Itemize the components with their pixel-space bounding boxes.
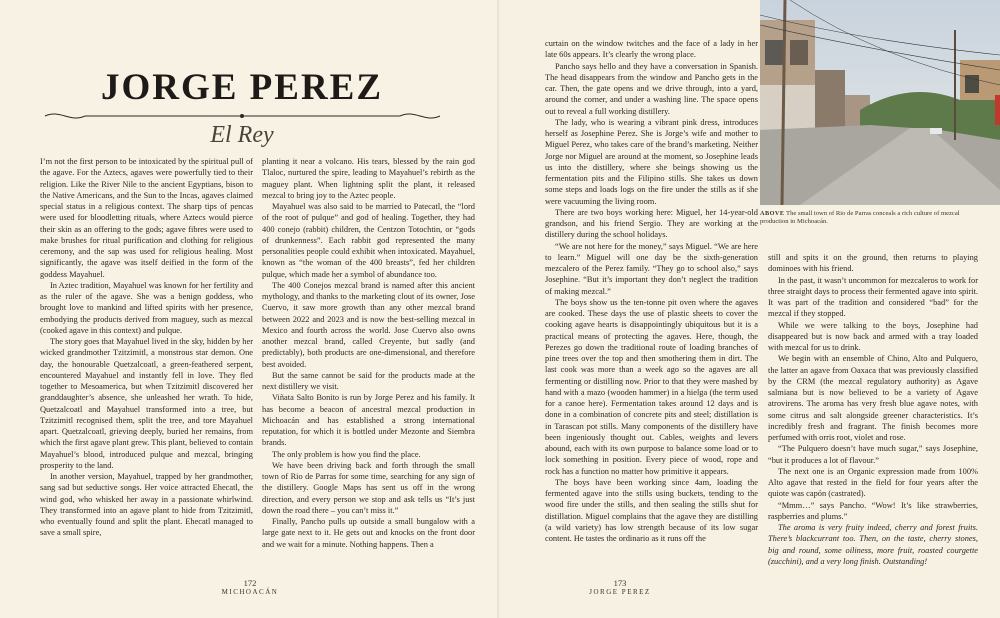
left-column-2 <box>262 156 475 580</box>
paragraph: planting it near a volcano. His tears, blessed by the rain god Tlaloc, nurtured the spire, leading to Mayahuel’s rebirth as the maguey plant. When lightning split the plant, it released mezcal to bring joy to the Aztec people. <box>262 157 475 200</box>
chapter-title: JORGE PEREZ <box>100 67 384 108</box>
title-ornament <box>40 109 445 123</box>
caption-text: The small town of Rio de Parras conceals a rich culture of mezcal production in Michoacán. <box>760 210 960 226</box>
paragraph: The 400 Conejos mezcal brand is named after this ancient mythology, and thanks to the marketing clout of its owner, Jose Cuervo, it saw more growth than any other mezcal brand between 2022 and 2023 and is now the best-selling mezcal in Mexico and fourth across the world. Jose Cuervo also owns another mezcal brand, called Creyente, but sadly (and predictably), both products are one-dimensional, and therefore best avoided. <box>262 280 475 369</box>
running-head: JORGE PEREZ <box>589 588 651 596</box>
photo-caption <box>760 210 975 227</box>
paragraph: Mayahuel was also said to be married to Patecatl, the “lord of the root of pulque” and god of healing. Together, they had 400 conejo (rabbit) children, the Centzon Totochtin, or “gods of drunkenness”. Each rabbit god represented the many personalities people could exhibit when intoxicated. Mayahuel, known as “the woman of the 400 breasts”, fed her children pulque, which made her a symbol of abundance too. <box>262 202 475 279</box>
paragraph: The boys have been working since 4am, loading the fermented agave into the stills using buckets, tending to the wood fire under the stills, and then sealing the stills shut for distillation. Miguel complains that the agave they are distilling (a wild variety) has low strength because of its low sugar content. He tastes the ordinario as it runs off the <box>545 477 758 543</box>
paragraph: The story goes that Mayahuel lived in the sky, hidden by her wicked grandmother Tzitzimitl, a monstrous star demon. One day, the honourable Quetzalcoatl, a green-feathered serpent, encountered Mayahuel and instantly fell in love. They fled together to Mesoamerica, but when Tzitzimitl discovered her granddaughter’s absence, she unleashed her wrath. To hide, Quetzalcoatl and Mayahuel transformed into a tree, but Tzitzimitl recognised them, split the tree, and tore Mayahuel apart. Quetzalcoatl, grieving deeply, buried her remains, from which the first agave plant grew. This plant, believed to contain Mayahuel’s blood, introduced pulque and mezcal, bringing prosperity to the land. <box>40 337 253 470</box>
paragraph: The only problem is how you find the place. <box>272 449 421 459</box>
paragraph: But the same cannot be said for the products made at the next distillery we visit. <box>262 370 475 391</box>
paragraph: Pancho says hello and they have a conversation in Spanish. The head disappears from the window and Pancho gets in the car. Then, the gate opens and we drive through, into a yard, around the corner, and under a washing line. The space opens out to reveal a full working distillery. <box>545 61 758 116</box>
paragraph: “Mmm…” says Pancho. “Wow! It’s like strawberries, raspberries and plums.” <box>768 500 978 521</box>
right-page <box>500 0 1000 618</box>
paragraph: “We are not here for the money,” says Miguel. “We are here to learn.” Miguel will one day be the sixth-generation mezcalero of the Perez family. “They go to school also,” says Josephine. “But it’s important they don’t neglect the tradition of making mezcal.” <box>545 241 758 296</box>
paragraph: Finally, Pancho pulls up outside a small bungalow with a large gate next to it. He gets out and knocks on the front door and we wait for a minute. Nothing happens. Then a <box>262 517 475 549</box>
right-column-2 <box>768 252 978 580</box>
paragraph: Viñata Salto Bonito is run by Jorge Perez and his family. It has become a beacon of ancestral mezcal production in Michoacán and has established a strong international reputation, for which it is bottled under Mezonte and Siembra brands. <box>262 393 475 448</box>
paragraph: The next one is an Organic expression made from 100% Alto agave that rested in the field for four years after the quiote was capón (castrated). <box>768 466 978 499</box>
paragraph: In another version, Mayahuel, trapped by her grandmother, sang sad but seductive songs. Her voice attracted Ehecatl, the wind god, who whisked her away in a passionate whirlwind. They transformed into an agave plant to hide from Tzitzimitl, who eventually found and split the plant. Ehecatl managed to save a small spire, <box>40 472 253 538</box>
page-number: 173 <box>613 578 627 588</box>
right-folio <box>560 578 680 596</box>
caption-label: ABOVE <box>760 210 785 217</box>
paragraph: still and spits it on the ground, then returns to playing dominoes with his friend. <box>768 253 978 274</box>
paragraph: In Aztec tradition, Mayahuel was known for her fertility and as the ruler of the agave. She was a benign goddess, who brought love to mankind and lifted spirits with her presence, embodying the products derived from maguey, such as mezcal (cooked agave in this context) and pulque. <box>40 280 253 335</box>
paragraph: I’m not the first person to be intoxicated by the spiritual pull of the agave. For the Aztecs, agaves were powerfully tied to their religion. Like the River Nile to the ancient Egyptians, bison to the Native Americans, and the Sun to the Incas, agaves claimed special status in a religious context. The sharp tips of pencas were used for bloodletting rituals, where Aztecs would pierce their skin as an offering to the gods; agave fibres were used to make brushes for ritual purification and clothing for religious ceremony, and the sap was used for religious healing. Most significantly, the agave was itself deified in the form of the goddess Mayahuel. <box>40 157 253 279</box>
paragraph: The aroma is very fruity indeed, cherry and forest fruits. There’s blackcurrant too. Then, on the taste, cherry stones, big and round, some oiliness, more fruit, roasted courgette (zucchini), and a very long finish. Outstanding! <box>768 523 978 566</box>
paragraph: curtain on the window twitches and the face of a lady in her late 60s appears. It’s clearly the wrong place. <box>545 39 758 60</box>
chapter-subtitle: El Rey <box>210 122 274 148</box>
left-column-1 <box>40 156 253 580</box>
right-column-1 <box>545 38 758 580</box>
paragraph: There are two boys working here: Miguel, her 14-year-old grandson, and his friend Sergio. They are working at the distillery during the school holidays. <box>545 207 758 240</box>
paragraph: The boys show us the ten-tonne pit oven where the agaves are cooked. These days the use of plastic sheets to cover the cooking agave hearts is disappointingly ubiquitous but it is a practical means of protecting the agaves. Here, though, the Perezes go down the traditional route of loading branches of pine trees over the top and then smothering them in dirt. The last cook was more than a week ago so the agaves are all fermenting or distilling now. Prior to that they were mashed by hand with a mazo (wooden hammer) in a hielga (the term used for a canoe here). Fermentation takes around 12 days and is done in a combination of concrete pits and steel; distillation is in Tarascan pot stills. Many components of the distillery have been ingeniously thought out. Cables, weights and levers abound, each with its own purpose to balance some load or to lock something in position. Every piece of wood, rope and rock has a function no matter how primitive it appears. <box>545 297 758 476</box>
left-folio <box>190 578 310 596</box>
paragraph: We begin with an ensemble of Chino, Alto and Pulquero, the latter an agave from Oaxaca that was previously classified by the CRM (the mezcal regulatory authority) as Agave salmiana but is now believed to be a variety of Agave atrovirens. The aroma has very fresh blue agave notes, with some citrus and salt alongside greener characteristics. It’s incredibly fresh and fragrant. The finish becomes more perfumed with orris root, violet and rose. <box>768 354 978 442</box>
paragraph: In the past, it wasn’t uncommon for mezcaleros to work for three straight days to process their fermented agave into spirit. It was part of the tradition and considered “bad” for the mezcal if they stopped. <box>768 275 978 319</box>
street-photo <box>760 0 1000 205</box>
paragraph: While we were talking to the boys, Josephine had disappeared but is now back and armed with a tray loaded with mezcal for us to drink. <box>768 320 978 352</box>
paragraph: The lady, who is wearing a vibrant pink dress, introduces herself as Josephine Perez. She is Jorge’s wife and mother to Miguel Perez, who takes care of the brand’s marketing. Neither Jorge nor Miguel are around at the moment, so Josephine leads us into the distillery, where she beings showing us the fermentation pits and the Filipino stills. She takes us down some steps and loads logs on the fire under the stills as if she were vacuuming the living room. <box>545 117 758 206</box>
paragraph: “The Pulquero doesn’t have much sugar,” says Josephine, “but it produces a lot of flavour.” <box>768 444 978 465</box>
running-head: MICHOACÁN <box>221 588 279 596</box>
paragraph: We have been driving back and forth through the small town of Rio de Parras for some time, searching for any sign of the distillery. Google Maps has sent us off in the wrong direction, and every person we stop and ask tells us “It’s just down the road there – you can’t miss it.” <box>262 460 475 515</box>
page-number: 172 <box>243 578 257 588</box>
